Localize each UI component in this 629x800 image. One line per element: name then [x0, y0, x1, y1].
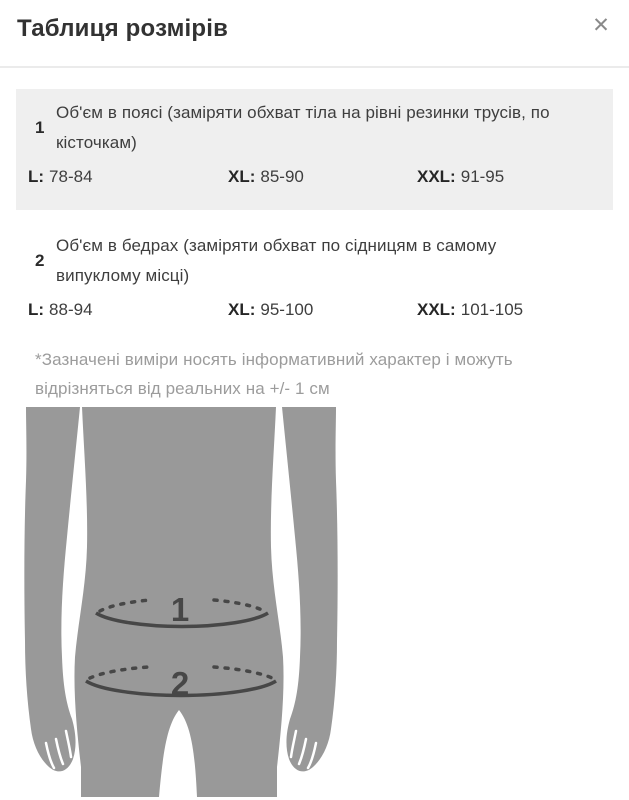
size-label: XXL: — [417, 167, 456, 186]
sizes-row — [28, 295, 599, 325]
modal-body — [0, 89, 629, 800]
size-cell-l — [28, 295, 228, 325]
measurement-figure — [18, 407, 613, 800]
size-label: XXL: — [417, 300, 456, 319]
right-arm-silhouette — [282, 407, 338, 771]
size-cell-xl — [228, 295, 417, 325]
modal-title: Таблиця розмірів — [17, 15, 229, 42]
size-value: 101-105 — [460, 300, 524, 319]
size-label: L: — [28, 167, 45, 186]
size-label: XL: — [228, 167, 256, 186]
size-row-hips — [16, 222, 613, 325]
close-button[interactable] — [583, 8, 619, 44]
size-cell-xxl — [417, 162, 599, 192]
row-number: 2 — [35, 251, 45, 270]
size-label: XL: — [228, 300, 256, 319]
close-icon: ✕ — [592, 14, 610, 37]
size-value: 95-100 — [260, 300, 314, 319]
modal-header — [0, 0, 629, 68]
body-measurement-figure — [18, 407, 342, 797]
left-arm-silhouette — [24, 407, 80, 771]
hip-measure-label: 2 — [170, 665, 190, 702]
row-description-line: кісточкам) — [56, 133, 137, 152]
disclaimer-note — [16, 345, 613, 403]
size-row-waist — [16, 89, 613, 210]
size-value: 91-95 — [460, 167, 505, 186]
size-cell-xxl — [417, 295, 599, 325]
row-description — [56, 98, 550, 158]
size-cell-l — [28, 162, 228, 192]
row-number: 1 — [35, 118, 45, 137]
disclaimer-line: відрізняться від реальних на +/- 1 см — [35, 379, 330, 398]
row-description-line: Об'єм в бедрах (заміряти обхват по сідницям в самому — [56, 236, 497, 255]
row-description-line: Об'єм в поясі (заміряти обхват тіла на рівні резинки трусів, по — [56, 103, 550, 122]
size-cell-xl — [228, 162, 417, 192]
size-label: L: — [28, 300, 45, 319]
row-description-line: випуклому місці) — [56, 266, 190, 285]
sizes-row — [28, 162, 599, 192]
waist-measure-label: 1 — [170, 591, 190, 628]
row-description — [56, 231, 496, 291]
size-value: 88-94 — [49, 300, 93, 319]
size-value: 78-84 — [49, 167, 93, 186]
disclaimer-line: *Зазначені виміри носять інформативний характер і можуть — [35, 350, 513, 369]
size-value: 85-90 — [260, 167, 304, 186]
